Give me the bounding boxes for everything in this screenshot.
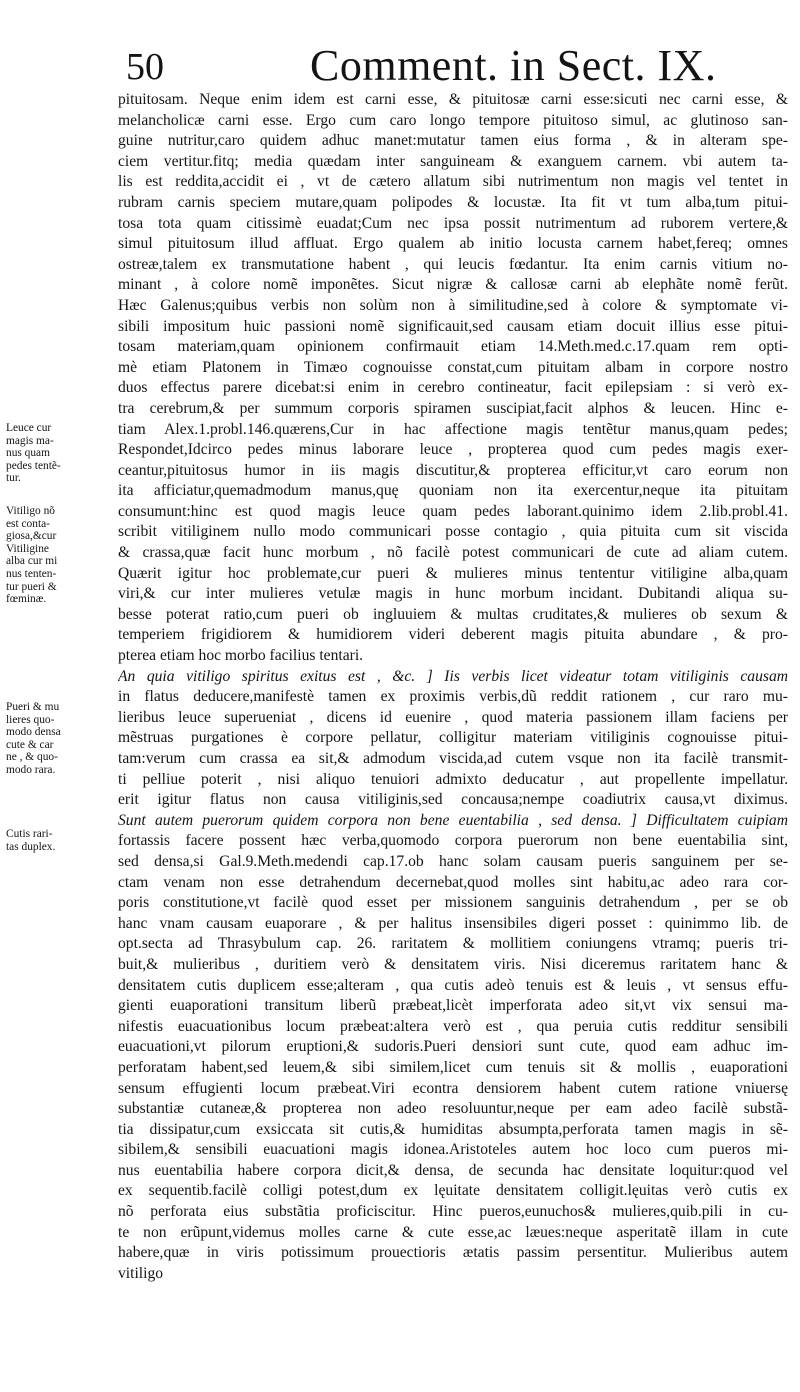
margin-note-line: tur pueri & (6, 580, 57, 593)
text-line: gienti euaporationi transitum liberũ præbeat,licèt imperforata adeo sit,vt vix sensui ma- (118, 997, 788, 1015)
margin-note-line: alba cur mi (6, 555, 58, 568)
text-line: ex sequentib.facilè colligi potest,dum ex lęuitate densitatem colligit.lęuitas verò cutis ex (118, 1182, 788, 1200)
margin-note-line: Vitiligo nõ (6, 505, 55, 517)
running-head: Comment. in Sect. IX. (310, 41, 717, 90)
text-line: Hæc Galenus;quibus verbis non solùm non à similitudine,sed à colore & symptomate vi- (118, 296, 788, 314)
text-line: guine nutritur,caro quidem adhuc manet:mutatur tamen eius forma , & in alteram spe- (118, 132, 788, 150)
text-line: Quærit igitur hoc problemate,cur pueri & mulieres minus tententur vitiligine alba,quam (118, 564, 788, 582)
text-line: buit,& mulieribus , duritiem verò & densitatem viris. Nisi diceremus raritatem hanc & (118, 955, 788, 973)
margin-note-leuce (6, 422, 118, 485)
text-line: besse poterat ratio,cum pueri ob ingluuiem & multas cruditates,& mulieres ob sexum & (118, 605, 788, 623)
page-number: 50 (126, 46, 164, 88)
margin-note-line: magis ma- (6, 434, 54, 447)
margin-note-line: fœminæ. (6, 593, 47, 606)
text-line: sibili impositum huic passioni nomẽ significauit,sed causam etiam docuit illius esse pitui- (118, 317, 788, 335)
text-line: pterea etiam hoc morbo facilius tentari. (118, 647, 364, 665)
text-line: duos effectus parere dicebat:si enim in cerebro contineatur, facit epilepsiam : si verò ex- (118, 379, 788, 397)
text-line: Sunt autem puerorum quidem corpora non bene euentabilia , sed densa. ] Difficultatem cuipiam (118, 811, 788, 829)
margin-note-line: est conta- (6, 517, 50, 530)
margin-note-pueri (6, 701, 118, 777)
text-line: An quia vitiligo spiritus exitus est , &c. ] Iis verbis licet videatur totam vitiliginis causam (118, 667, 788, 685)
text-line: ti pelliue poterit , nisi aliquo tenuiori admixto deducatur , aut propellente impellatur. (118, 770, 788, 788)
text-line: hanc vnam causam euaporare , & per halitus insensibiles digeri posset : quinimmo lib. de (118, 914, 788, 932)
text-line: perforatam habent,sed leuem,& sibi similem,licet cum tenuis sit & mollis , euaporationi (118, 1058, 788, 1076)
text-line: & crassa,quæ facit hunc morbum , nõ facilè potest communicari de cute ad aliam cutem. (118, 544, 788, 562)
text-line: rubram carnis speciem mutare,quam polipodes & locustæ. Ita fit vt tum alba,tum pitui- (118, 193, 788, 211)
text-line: sibilem,& sensibili euacuationi magis idonea.Aristoteles autem hoc loco cum pueros mi- (118, 1141, 788, 1159)
margin-note-line: nus tenten- (6, 567, 57, 580)
margin-note-line: Vitiligine (6, 542, 49, 555)
margin-note-line: cute & car (6, 738, 54, 751)
text-line: tra cerebrum,& per summum corporis spiramen suscipiat,facit alphos & leucen. Hinc e- (118, 399, 788, 417)
margin-note-line: Leuce cur (6, 422, 52, 434)
text-line: erit igitur flatus non causa vitiliginis,sed concausa;nempe coadiutrix causa,vt diximus. (118, 791, 788, 809)
text-line: tiam Alex.1.probl.146.quærens,Cur in hac affectione magis tentẽtur manus,quam pedes; (118, 420, 788, 438)
text-line: mè etiam Platonem in Timæo cognouisse constat,cum pituitam albam in corpore nostro (118, 358, 788, 376)
text-line: ostreæ,talem ex transmutatione habent , qui leucis fœdantur. Ita enim carnis vitium no- (118, 255, 788, 273)
margin-note-vitiligo (6, 505, 118, 606)
text-line: consumunt:hinc est quod magis leuce quam pedes laborant.quinimo idem 2.lib.probl.41. (118, 502, 788, 520)
margin-note-line: pedes tentẽ- (6, 459, 61, 472)
text-line: minant , à colore nomẽ imponẽtes. Sicut nigræ & callosæ carni ab elephãte nomẽ ferũt. (118, 276, 788, 294)
margin-note-line: ne , & quo- (6, 751, 58, 764)
margin-note-line: Cutis rari- (6, 828, 53, 840)
text-line: sed densa,si Gal.9.Meth.medendi cap.17.ob hanc solam causam pueris sanguinem per se- (118, 852, 788, 870)
text-line: ciem vertitur.fitq; media quædam inter sanguineam & exanguem carnem. vbi autem ta- (118, 152, 788, 170)
text-line: mẽstruas purgationes è corpore pellatur, colligitur materiam vitiliginis cognouisse pitui- (118, 729, 788, 747)
text-line: tia dissipatur,cum exsiccata sit cutis,& humiditas absumpta,perforata tamen magis in sẽ- (118, 1120, 788, 1138)
text-line: densitatem cutis duplicem esse;alteram , qua cutis adeò tenuis est & leuis , vt sensus effu- (118, 976, 788, 994)
text-line: te non erũpunt,videmus molles carne & cute esse,ac læues:neque asperitatẽ illam in cute (118, 1223, 788, 1241)
text-line: Respondet,Idcirco pedes minus laborare leuce , propterea quod cum pedes magis exer- (118, 441, 788, 459)
text-line: viri,& cur inter mulieres vetulæ magis in hunc morbum incidant. Dubitandi aliqua su- (118, 585, 788, 603)
text-line: euacuationi,vt pilorum eruptioni,& sudoris.Pueri densiori sunt cute, quod eam adhuc im- (118, 1038, 788, 1056)
margin-note-line: tur. (6, 472, 21, 485)
text-line: simul pituitosum illud affluat. Ergo qualem ab initio locusta carnem habet,fereq; omnes (118, 235, 788, 253)
text-line: tosa tota quam citissimè euadat;Cum nec ipsa possit nutrimentum ad ruborem vertere,& (118, 214, 788, 232)
text-line: nõ perforata eius substãtia proficiscitur. Hinc pueros,eunuchos& mulieres,quib.pili in cu- (118, 1203, 788, 1221)
text-line: opt.secta ad Thrasybulum cap. 26. raritatem & mollitiem coniungens vtramq; pueris tri- (118, 935, 788, 953)
text-line: lieribus leuce superueniat , dicens id euenire , quod materia passionem illam faciens per (118, 708, 788, 726)
text-line: ita afficiatur,quemadmodum manus,quę quoniam non ita exercentur,neque ita pituitam (118, 482, 788, 500)
margin-note-line: tas duplex. (6, 840, 56, 853)
text-line: vitiligo (118, 1264, 164, 1282)
text-line: temperiem frigidiorem & humidiorem videri deberent magis pituita abundare , & pro- (118, 626, 788, 644)
text-line: ceantur,pituitosus humor in iis magis discutitur,& propterea efficitur,vt caro eorum non (118, 461, 788, 479)
text-line: in flatus deducere,manifestè tamen ex proximis verbis,dũ reddit rationem , cur raro mu- (118, 688, 788, 706)
text-line: nifestis euacuationibus locum præbeat:altera verò est , qua peruia cutis redditur sensibili (118, 1017, 788, 1035)
margin-note-line: giosa,&cur (6, 530, 57, 543)
text-line: tam:verum cum crassa ea sit,& admodum viscida,ad cutem vsque non ita facilè transmit- (118, 750, 788, 767)
main-text-column (118, 90, 788, 1284)
text-line: lis est reddita,accidit ei , vt de cætero allatum sibi nutrimentum non magis vel tentet in (118, 173, 788, 191)
margin-note-line: Pueri & mu (6, 701, 60, 713)
page-header (120, 38, 776, 96)
text-line: ctam venam non esse detrahendum decernebat,quod molles sint habitu,ac adeo rara cor- (118, 873, 788, 891)
text-line: tosam materiam,quam opinionem confirmauit etiam 14.Meth.med.c.17.quam rem opti- (118, 338, 788, 356)
text-line: melancholicæ carni esse. Ergo cum caro longo tempore pituitoso simul, ac glutinoso san- (118, 111, 788, 129)
margin-note-line: modo densa (6, 726, 61, 739)
margin-note-line: nus quam (6, 447, 50, 460)
text-line: substantiæ cutaneæ,& propterea non adeo resoluuntur,neque per eam adeo facilè substã- (118, 1100, 788, 1118)
text-line: sensum effugienti locum præbeat.Viri econtra densiorem habent cutem ratione vniuersę (118, 1079, 788, 1097)
margin-note-line: lieres quo- (6, 713, 55, 726)
text-line: habere,quæ in viris potissimum prouectioris ætatis passim persentitur. Mulieribus autem (118, 1244, 788, 1262)
text-line: scribit vitiliginem nullo modo communicari posse contagio , quia pituita cum sit viscida (118, 523, 788, 541)
margin-note-cutis (6, 828, 118, 853)
text-line: pituitosam. Neque enim idem est carni esse, & pituitosæ carni esse:sicuti nec carni esse, & (118, 91, 788, 108)
margin-note-line: modo rara. (6, 763, 56, 776)
text-line: poris constitutione,vt facilè quod esset per missionem sanguinis detrahendum , per se ob (118, 894, 788, 912)
text-line: nus euentabilia habere corpora dicit,& densa, de secunda hac densitate loquitur:quod vel (118, 1161, 788, 1179)
text-line: fortassis facere possent hæc verba,quomodo corpora puerorum non bene euentabilia sint, (118, 832, 788, 850)
